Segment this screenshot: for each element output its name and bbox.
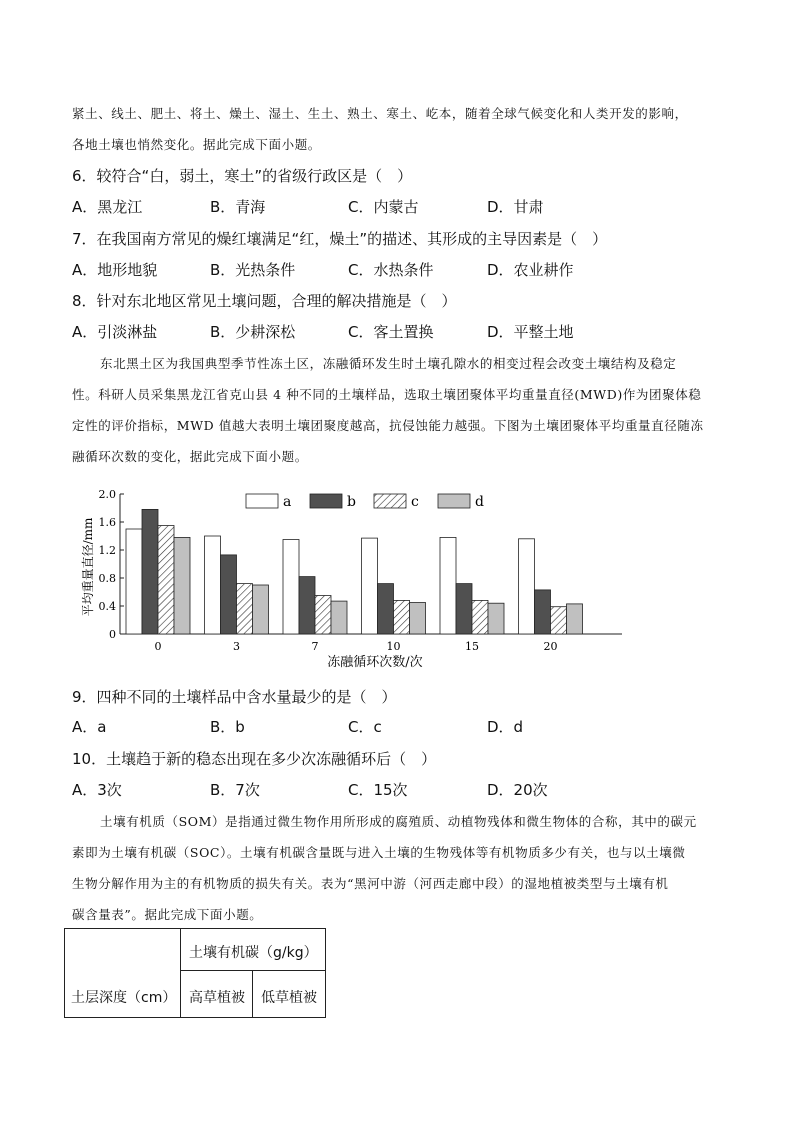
- legend-label-d: d: [475, 494, 484, 510]
- mwd-bar-chart: [70, 482, 630, 674]
- bar-c: [237, 584, 253, 634]
- soc-header: 土壤有机碳（g/kg）: [189, 945, 318, 961]
- bar-a: [205, 536, 221, 634]
- option-b: B．光热条件: [210, 261, 296, 279]
- bar-a: [283, 540, 299, 635]
- bar-c: [472, 600, 488, 634]
- bar-a: [519, 539, 535, 634]
- option-b: B．青海: [210, 198, 266, 216]
- option-b: B．7次: [210, 781, 260, 799]
- legend-label-a: a: [283, 494, 292, 510]
- option-a: A．a: [72, 718, 107, 736]
- x-tick-label: 3: [233, 640, 240, 653]
- bar-d: [174, 537, 190, 634]
- passage-line: 碳含量表”。据此完成下面小题。: [72, 907, 263, 922]
- bar-a: [126, 529, 142, 634]
- legend-swatch-a: [246, 494, 278, 508]
- bar-d: [253, 585, 269, 634]
- option-c: C．内蒙古: [348, 198, 419, 216]
- bar-a: [362, 538, 378, 634]
- x-tick-label: 7: [311, 640, 319, 653]
- y-tick-label: 1.2: [98, 544, 116, 557]
- bar-c: [394, 600, 410, 634]
- legend-swatch-c: [374, 494, 406, 508]
- option-c: C．客土置换: [348, 323, 434, 341]
- y-tick-label: 0: [109, 628, 116, 641]
- option-c: C．c: [348, 718, 382, 736]
- legend-label-c: c: [411, 494, 419, 510]
- x-axis-label: 冻融循环次数/次: [327, 655, 423, 670]
- option-c: C．水热条件: [348, 261, 434, 279]
- passage-line: 各地土壤也悄然变化。据此完成下面小题。: [72, 137, 321, 152]
- question-6: 6．较符合“白，弱土，寒土”的省级行政区是（ ）: [72, 167, 413, 185]
- bar-d: [331, 601, 347, 634]
- y-tick-label: 0.4: [98, 600, 116, 613]
- passage-line: 紧土、线土、肥土、将土、燥土、湿土、生土、熟土、寒土、屹本，随着全球气候变化和人类开发的影响，: [72, 106, 688, 121]
- bar-a: [440, 537, 456, 634]
- passage-line: 东北黑土区为我国典型季节性冻土区，冻融循环发生时土壤孔隙水的相变过程会改变土壤结构及稳定: [100, 356, 677, 371]
- question-10: 10．土壤趋于新的稳态出现在多少次冻融循环后（ ）: [72, 750, 437, 768]
- bar-b: [456, 584, 472, 634]
- option-d: D．甘肃: [487, 198, 544, 216]
- option-d: D．20次: [487, 781, 548, 799]
- depth-header: 土层深度（cm）: [71, 990, 177, 1006]
- col-low-grass: 低草植被: [261, 990, 317, 1006]
- col-high-grass: 高草植被: [189, 990, 245, 1006]
- x-tick-label: 15: [465, 640, 479, 653]
- option-d: D．d: [487, 718, 524, 736]
- option-b: B．b: [210, 718, 245, 736]
- legend-swatch-d: [438, 494, 470, 508]
- passage-line: 性。科研人员采集黑龙江省克山县 4 种不同的土壤样品，选取土壤团聚体平均重量直径(MWD)作为团聚体稳: [72, 387, 702, 402]
- bar-b: [378, 584, 394, 634]
- option-d: D．农业耕作: [487, 261, 574, 279]
- option-b: B．少耕深松: [210, 323, 296, 341]
- option-a: A．3次: [72, 781, 122, 799]
- question-7: 7．在我国南方常见的燥红壤满足“红，燥土”的描述、其形成的主导因素是（ ）: [72, 230, 608, 248]
- passage-line: 土壤有机质（SOM）是指通过微生物作用所形成的腐殖质、动植物残体和微生物体的合称，其中的碳元: [100, 814, 697, 829]
- passage-line: 定性的评价指标，MWD 值越大表明土壤团聚度越高，抗侵蚀能力越强。下图为土壤团聚体平均重量直径随冻: [72, 418, 704, 433]
- option-a: A．引淡淋盐: [72, 323, 158, 341]
- option-a: A．黑龙江: [72, 198, 143, 216]
- legend-swatch-b: [310, 494, 342, 508]
- y-tick-label: 0.8: [98, 572, 116, 585]
- bar-b: [221, 555, 237, 634]
- y-tick-label: 1.6: [98, 516, 116, 529]
- passage-line: 融循环次数的变化，据此完成下面小题。: [72, 449, 308, 464]
- x-tick-label: 10: [386, 640, 401, 653]
- bar-b: [535, 590, 551, 634]
- question-9: 9．四种不同的土壤样品中含水量最少的是（ ）: [72, 688, 397, 706]
- legend-label-b: b: [347, 494, 356, 510]
- bar-b: [299, 577, 315, 634]
- bar-c: [158, 526, 174, 635]
- passage-line: 生物分解作用为主的有机物质的损失有关。表为“黑河中游（河西走廊中段）的湿地植被类型与土壤有机: [72, 876, 669, 891]
- option-a: A．地形地貌: [72, 261, 158, 279]
- bar-d: [567, 604, 583, 634]
- question-8: 8．针对东北地区常见土壤问题，合理的解决措施是（ ）: [72, 292, 457, 310]
- bar-d: [488, 603, 504, 634]
- bar-c: [551, 607, 567, 634]
- bar-c: [315, 596, 331, 635]
- y-axis-label: 平均重量直径/mm: [81, 517, 95, 617]
- x-tick-label: 20: [543, 640, 558, 653]
- bar-d: [410, 603, 426, 635]
- soc-table: [64, 928, 326, 1018]
- x-tick-label: 0: [154, 640, 162, 653]
- option-d: D．平整土地: [487, 323, 574, 341]
- passage-line: 素即为土壤有机碳（SOC）。土壤有机碳含量既与进入土壤的生物残体等有机物质多少有关，也与以土壤微: [72, 845, 686, 860]
- option-c: C．15次: [348, 781, 408, 799]
- bar-b: [142, 509, 158, 634]
- y-tick-label: 2.0: [98, 488, 116, 501]
